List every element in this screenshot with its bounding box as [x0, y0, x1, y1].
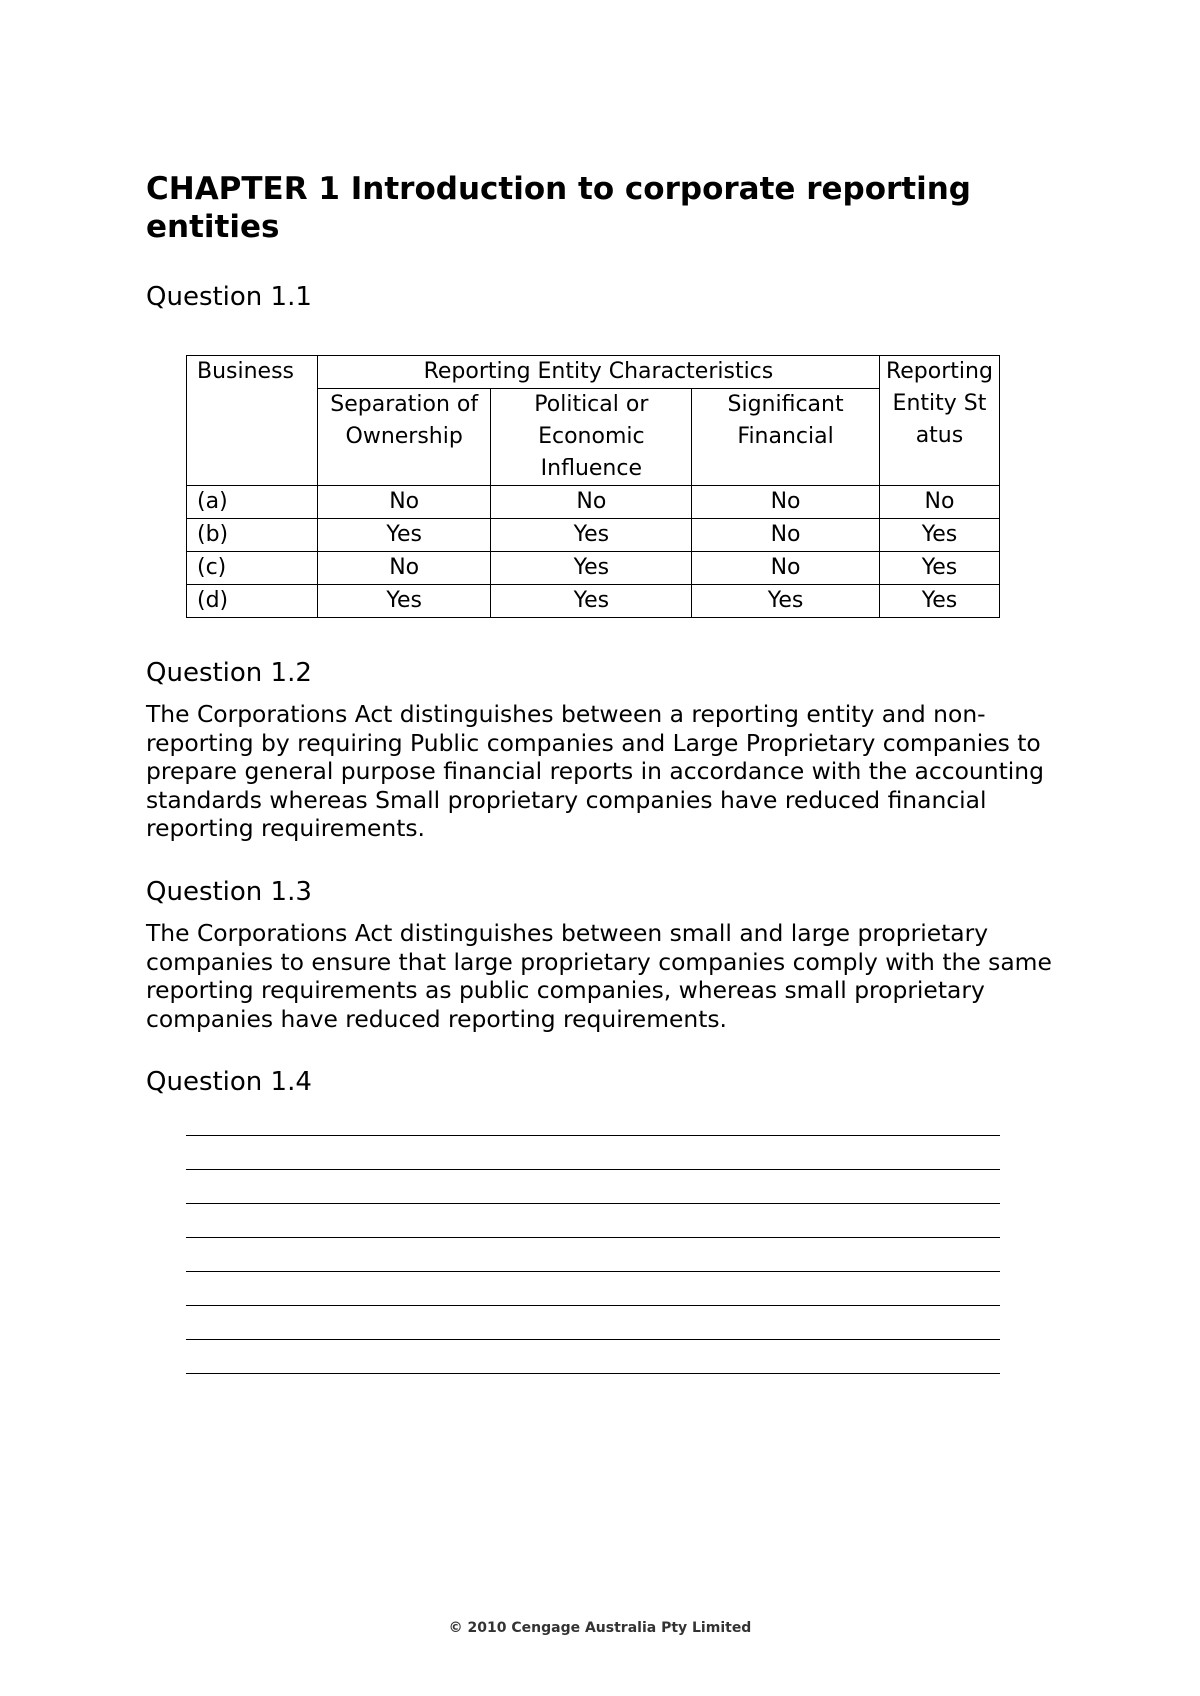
answer-line [186, 1170, 1000, 1204]
answer-line [186, 1272, 1000, 1306]
question-1-2-heading: Question 1.2 [146, 658, 312, 688]
status-cell: No [879, 486, 999, 519]
separation-cell: No [317, 486, 491, 519]
question-1-3-heading: Question 1.3 [146, 877, 312, 907]
reporting-entity-table [186, 355, 1000, 618]
answer-line [186, 1204, 1000, 1238]
table-row [187, 585, 1000, 618]
business-header: Business [187, 356, 318, 486]
table-row [187, 552, 1000, 585]
separation-cell: No [317, 552, 491, 585]
separation-of-ownership-header: Separation of Ownership [317, 389, 491, 486]
business-cell: (a) [187, 486, 318, 519]
business-cell: (d) [187, 585, 318, 618]
copyright-footer: © 2010 Cengage Australia Pty Limited [448, 1620, 752, 1636]
answer-line [186, 1306, 1000, 1340]
entity-status-header: Reporting Entity Status [879, 356, 999, 486]
table-row [187, 519, 1000, 552]
question-1-3-answer: The Corporations Act distinguishes between small and large proprietary companies to ensure that large proprietary companies comply with the same reporting requirements as public companies, whereas small proprietary companies have reduced reporting requirements. [146, 919, 1052, 1033]
political-cell: Yes [491, 552, 692, 585]
significant-cell: Yes [692, 585, 880, 618]
answer-line [186, 1238, 1000, 1272]
characteristics-group-header: Reporting Entity Characteristics [317, 356, 879, 389]
political-cell: Yes [491, 519, 692, 552]
question-1-4-heading: Question 1.4 [146, 1067, 312, 1097]
significant-cell: No [692, 486, 880, 519]
separation-cell: Yes [317, 585, 491, 618]
status-cell: Yes [879, 519, 999, 552]
significant-financial-header: Significant Financial [692, 389, 880, 486]
question-1-2-answer: The Corporations Act distinguishes between a reporting entity and non-reporting by requiring Public companies and Large Proprietary companies to prepare general purpose financial reports in accordance with the accounting standards whereas Small proprietary companies have reduced financial reporting requirements. [146, 700, 1044, 842]
answer-line [186, 1127, 1000, 1136]
table-header-row [187, 356, 1000, 389]
chapter-title: CHAPTER 1 Introduction to corporate reporting entities [146, 171, 971, 245]
answer-line [186, 1136, 1000, 1170]
significant-cell: No [692, 552, 880, 585]
separation-cell: Yes [317, 519, 491, 552]
significant-cell: No [692, 519, 880, 552]
answer-lines [186, 1127, 1000, 1374]
table-row [187, 486, 1000, 519]
status-cell: Yes [879, 552, 999, 585]
question-1-1-heading: Question 1.1 [146, 282, 312, 312]
political-economic-influence-header: Political or Economic Influence [491, 389, 692, 486]
political-cell: Yes [491, 585, 692, 618]
political-cell: No [491, 486, 692, 519]
answer-line [186, 1340, 1000, 1374]
status-cell: Yes [879, 585, 999, 618]
business-cell: (c) [187, 552, 318, 585]
business-cell: (b) [187, 519, 318, 552]
